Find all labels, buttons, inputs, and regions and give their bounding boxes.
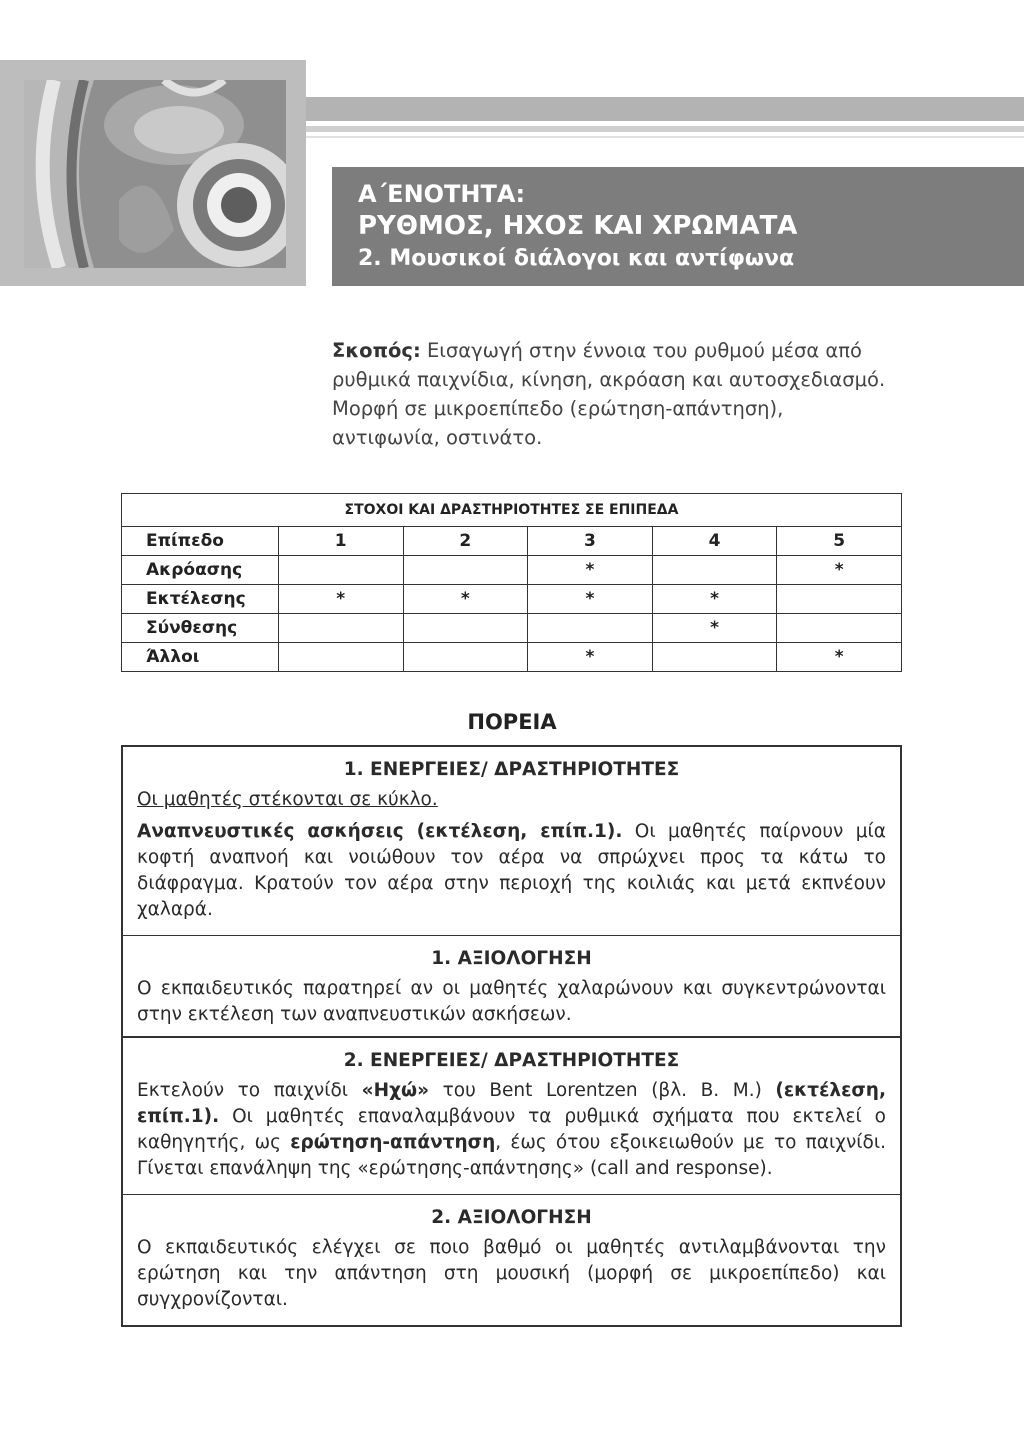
table-cell bbox=[777, 614, 902, 643]
table-cell bbox=[278, 643, 403, 672]
level-number: 3 bbox=[528, 527, 653, 556]
activity-box-2 bbox=[121, 1036, 902, 1327]
level-number: 1 bbox=[278, 527, 403, 556]
question-answer-term: ερώτηση-απάντηση bbox=[290, 1132, 496, 1153]
text-run: του Bent Lorentzen (βλ. Β. Μ.) bbox=[429, 1080, 776, 1101]
header-band bbox=[306, 97, 1024, 121]
levels-table-caption: ΣΤΟΧΟΙ ΚΑΙ ΔΡΑΣΤΗΡΙΟΤΗΤΕΣ ΣΕ ΕΠΙΠΕΔΑ bbox=[122, 494, 902, 527]
text-run: Εκτελούν το παιχνίδι bbox=[137, 1080, 362, 1101]
decorative-artwork-image bbox=[24, 80, 286, 268]
table-row bbox=[122, 643, 902, 672]
table-row bbox=[122, 556, 902, 585]
header-band-line bbox=[306, 126, 1024, 132]
row-label: Σύνθεσης bbox=[122, 614, 279, 643]
level-number: 4 bbox=[652, 527, 777, 556]
table-cell bbox=[777, 585, 902, 614]
table-cell bbox=[652, 556, 777, 585]
unit-label: Α΄ΕΝΟΤΗΤΑ: bbox=[358, 180, 526, 208]
table-cell: * bbox=[652, 585, 777, 614]
activity-text-1 bbox=[137, 819, 886, 923]
level-note: (εκτέλεση, επίπ.1). bbox=[137, 1080, 886, 1127]
poreia-heading: ΠΟΡΕΙΑ bbox=[467, 710, 557, 734]
table-cell: * bbox=[528, 585, 653, 614]
table-cell bbox=[652, 643, 777, 672]
text-run: Οι μαθητές επαναλαμβάνουν τα ρυθμικά σχήματα που εκτελεί ο καθηγητής, ως bbox=[137, 1106, 886, 1153]
level-number: 2 bbox=[403, 527, 528, 556]
level-header-label: Επίπεδο bbox=[122, 527, 279, 556]
game-name: «Ηχώ» bbox=[361, 1080, 430, 1101]
header-band-thin-line bbox=[306, 136, 1024, 138]
activities-title-1: 1. ΕΝΕΡΓΕΙΕΣ/ ΔΡΑΣΤΗΡΙΟΤΗΤΕΣ bbox=[343, 759, 680, 780]
activity-text-2 bbox=[137, 1078, 886, 1182]
table-row bbox=[122, 585, 902, 614]
table-cell: * bbox=[278, 585, 403, 614]
table-row bbox=[122, 527, 902, 556]
table-cell: * bbox=[403, 585, 528, 614]
evaluation-section-1 bbox=[123, 935, 900, 1040]
table-cell bbox=[403, 556, 528, 585]
row-label: Εκτέλεσης bbox=[122, 585, 279, 614]
levels-table bbox=[121, 493, 902, 672]
table-cell bbox=[278, 614, 403, 643]
row-label: Ακρόασης bbox=[122, 556, 279, 585]
table-cell bbox=[403, 643, 528, 672]
activity-box-1 bbox=[121, 745, 902, 1042]
activity-bold-text: Αναπνευστικές ασκήσεις (εκτέλεση, επίπ.1). bbox=[137, 821, 623, 842]
evaluation-text-1: Ο εκπαιδευτικός παρατηρεί αν οι μαθητές χαλαρώνουν και συγκεντρώνονται στην εκτέλεση των αναπνευστικών ασκήσεων. bbox=[137, 978, 886, 1025]
table-cell bbox=[278, 556, 403, 585]
table-cell: * bbox=[777, 556, 902, 585]
row-label: Άλλοι bbox=[122, 643, 279, 672]
table-cell bbox=[528, 614, 653, 643]
aim-label: Σκοπός: bbox=[332, 339, 421, 362]
activities-section-2 bbox=[123, 1038, 900, 1194]
evaluation-title-2: 2. ΑΞΙΟΛΟΓΗΣΗ bbox=[431, 1207, 592, 1228]
activity-intro-1 bbox=[137, 787, 886, 813]
abstract-circles-icon bbox=[24, 80, 286, 268]
title-block bbox=[332, 167, 1024, 286]
lesson-title: 2. Μουσικοί διάλογοι και αντίφωνα bbox=[358, 246, 795, 271]
evaluation-title-1: 1. ΑΞΙΟΛΟΓΗΣΗ bbox=[431, 948, 592, 969]
activities-section-1 bbox=[123, 747, 900, 935]
table-cell: * bbox=[528, 643, 653, 672]
aim-text: Εισαγωγή στην έννοια του ρυθμού μέσα από ρυθμικά παιχνίδια, κίνηση, ακρόαση και αυτοσχεδιασμό. Μορφή σε μικροεπίπεδο (ερώτηση-απάντηση), αντιφωνία, οστινάτο. bbox=[332, 339, 886, 449]
activities-title-2: 2. ΕΝΕΡΓΕΙΕΣ/ ΔΡΑΣΤΗΡΙΟΤΗΤΕΣ bbox=[343, 1050, 680, 1071]
table-cell: * bbox=[528, 556, 653, 585]
activity-body-text: Οι μαθητές παίρνουν μία κοφτή αναπνοή και νοιώθουν τον αέρα να σπρώχνει προς τα κάτω το διάφραγμα. Κρατούν τον αέρα στην περιοχή της κοιλιάς και μετά εκπνέουν χαλαρά. bbox=[137, 821, 886, 920]
text-run: , έως ότου εξοικειωθούν με το παιχνίδι. Γίνεται επανάληψη της «ερώτησης-απάντησης» (call and response). bbox=[137, 1132, 886, 1179]
table-cell: * bbox=[652, 614, 777, 643]
aim-paragraph bbox=[332, 336, 892, 452]
table-cell bbox=[403, 614, 528, 643]
level-number: 5 bbox=[777, 527, 902, 556]
table-cell: * bbox=[777, 643, 902, 672]
intro-text: Οι μαθητές στέκονται σε κύκλο. bbox=[137, 789, 438, 810]
unit-title: ΡΥΘΜΟΣ, ΗΧΟΣ ΚΑΙ ΧΡΩΜΑΤΑ bbox=[358, 211, 798, 241]
evaluation-section-2 bbox=[123, 1194, 900, 1325]
evaluation-text-2: Ο εκπαιδευτικός ελέγχει σε ποιο βαθμό οι μαθητές αντιλαμβάνονται την ερώτηση και την απάντηση στη μουσική (μορφή σε μικροεπίπεδο) και συγχρονίζονται. bbox=[137, 1237, 886, 1310]
table-row bbox=[122, 614, 902, 643]
